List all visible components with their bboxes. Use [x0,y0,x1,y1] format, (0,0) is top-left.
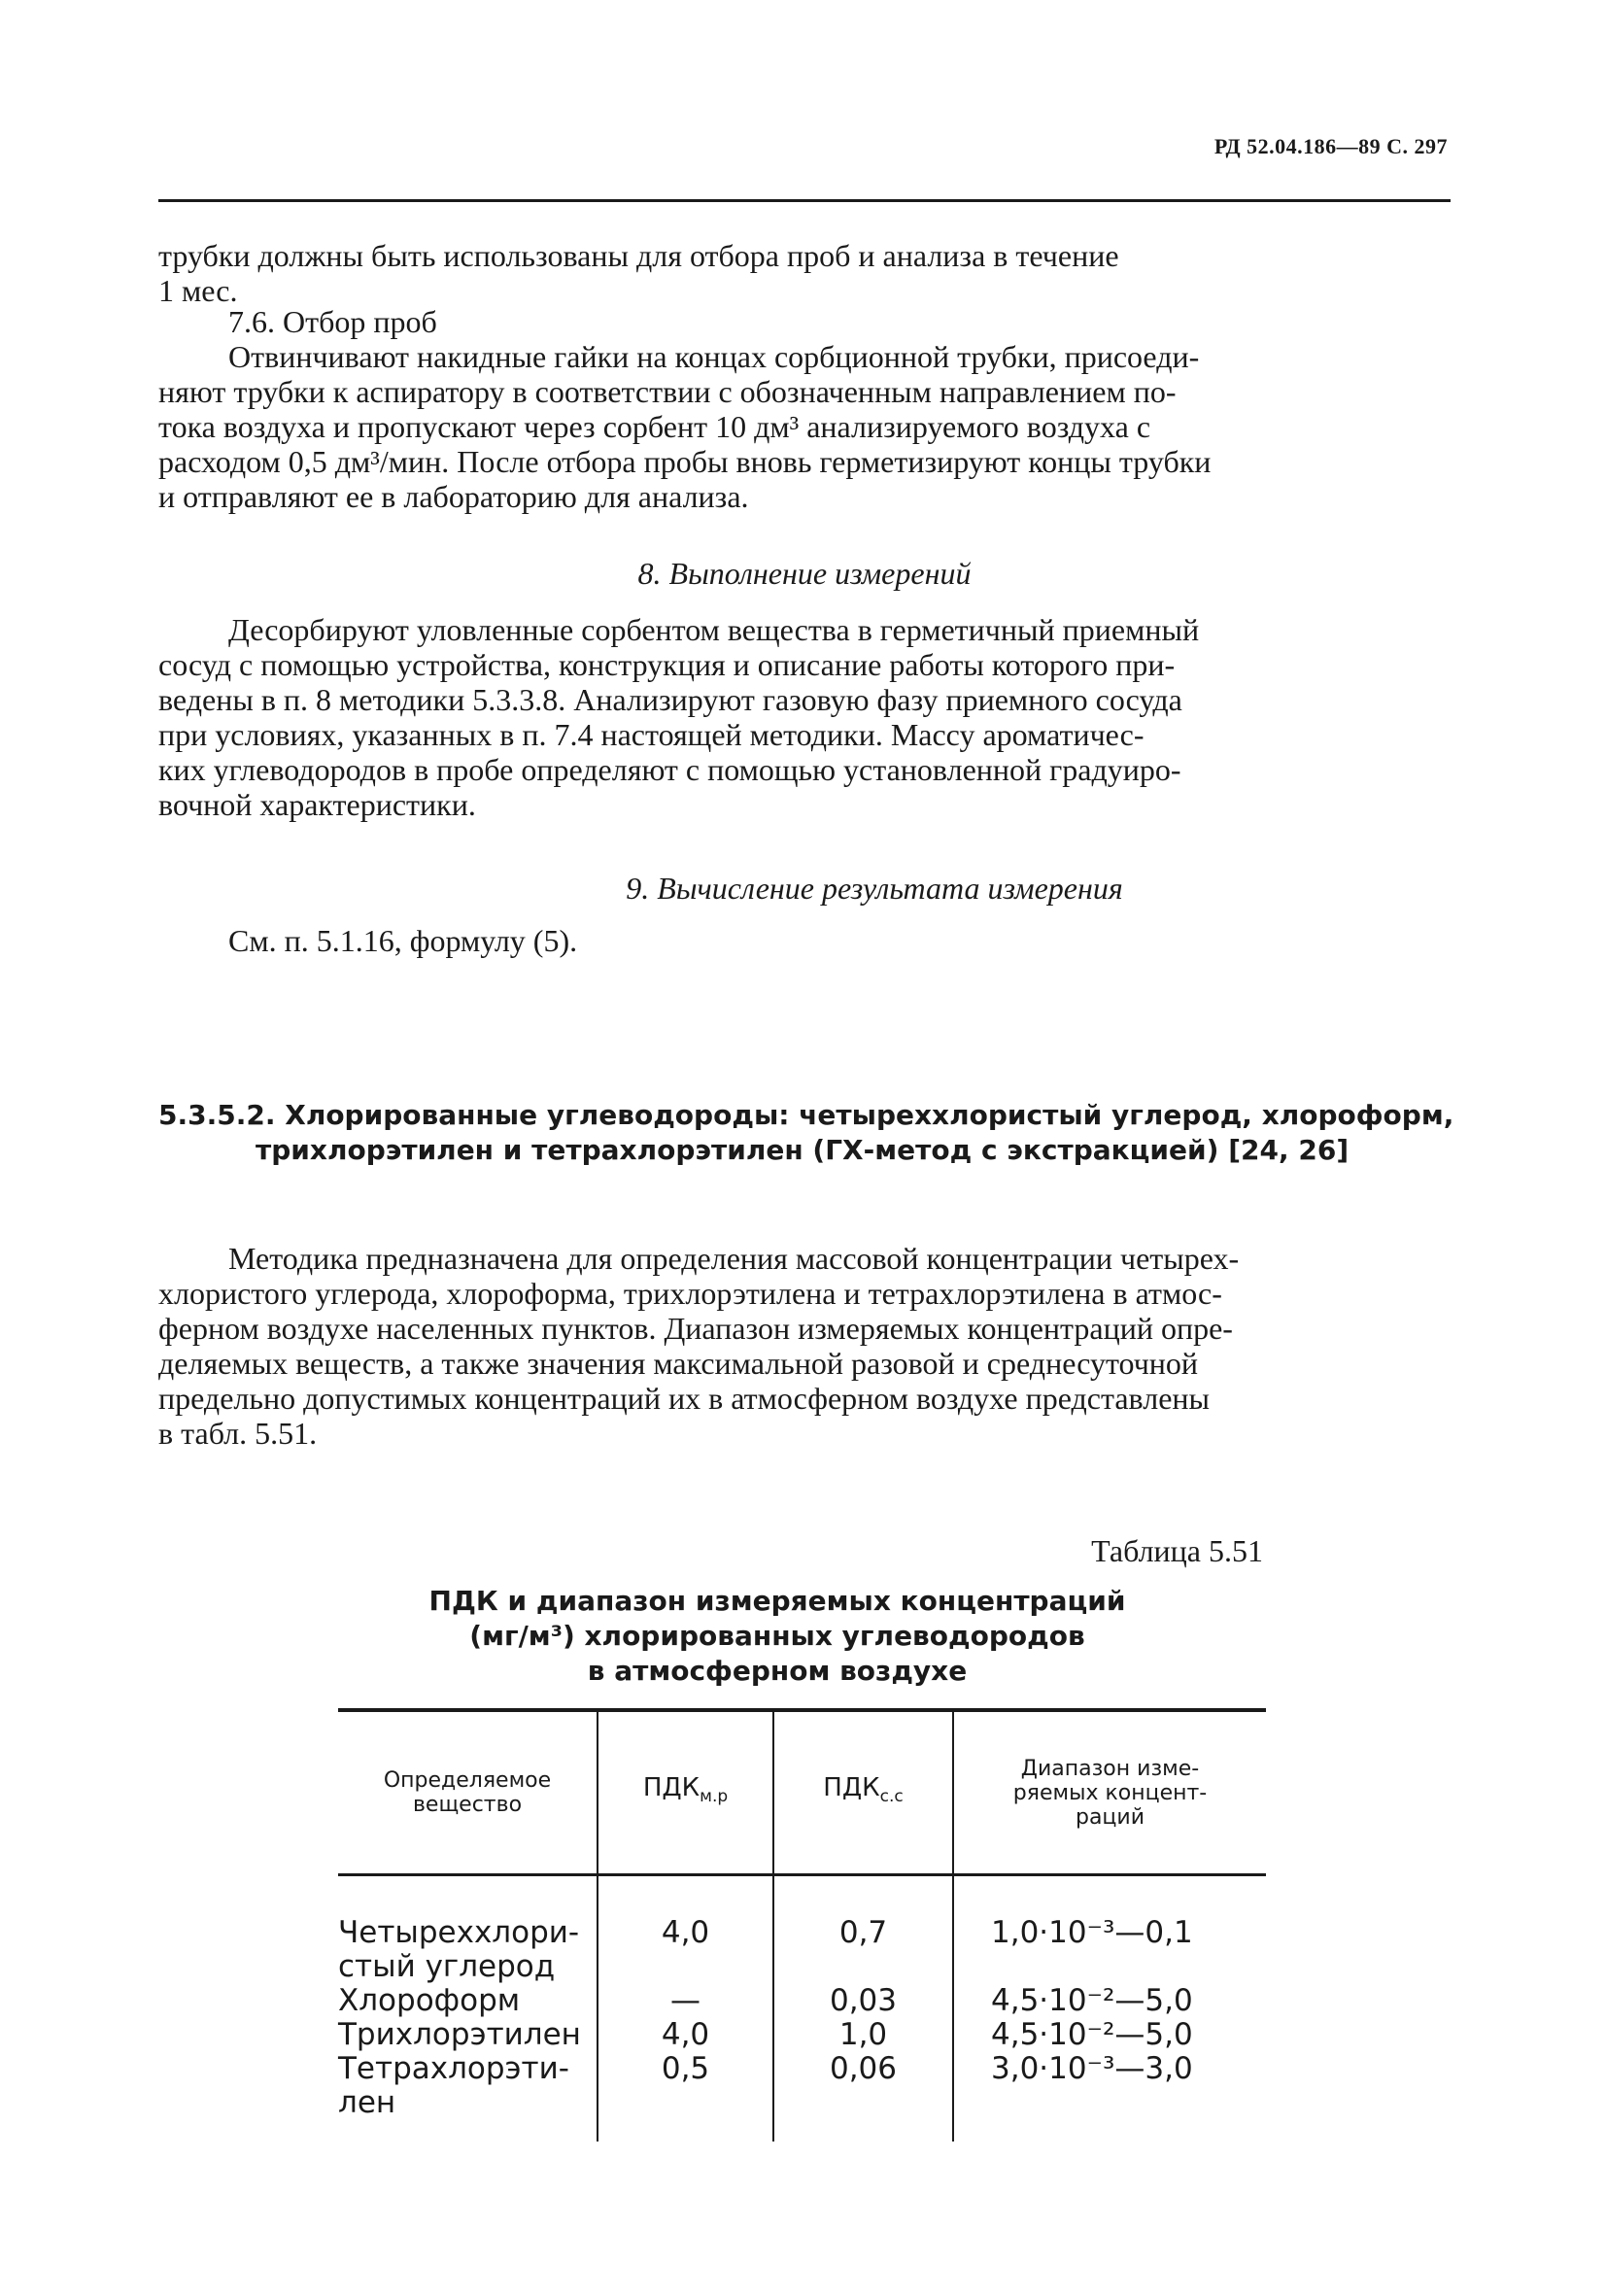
table-header-rule [338,1873,1266,1876]
header-pdk-mr [598,1773,772,1809]
cell-pdk-ss: 1,0 [838,2017,888,2052]
header-symbol: ПДК [823,1773,880,1802]
text-line: и отправляют ее в лабораторию для анализа. [158,479,749,514]
text-line: Методика предназначена для определения массовой концентрации четырех- [228,1241,1240,1276]
text-line: трубки должны быть использованы для отбора проб и анализа в течение [158,238,1119,273]
caption-line: (мг/м³) хлорированных углеводородов [469,1620,1085,1652]
table-row-name [338,2052,581,2120]
cell-pdk-mr: 4,0 [661,2017,710,2052]
cell-range: 4,5·10⁻²—5,0 [991,1983,1193,2018]
text-line: Отвинчивают накидные гайки на концах сорбционной трубки, присоеди- [228,339,1200,374]
cell-line: стый углерод [338,1949,556,1984]
cell-pdk-ss: 0,03 [829,1983,898,2018]
section-title: 7.6. Отбор проб [228,304,437,339]
header-line: раций [1075,1805,1145,1830]
cell-line: Четыреххлори- [338,1915,580,1950]
cell-pdk-ss: 0,7 [838,1915,888,1950]
cell-pdk-mr: 0,5 [661,2051,710,2086]
cell-line: Тетрахлорэти- [338,2051,569,2086]
text-line: См. п. 5.1.16, формулу (5). [228,923,578,958]
header-range [954,1757,1266,1830]
table-row-name [338,1984,581,2018]
text-line: вочной характеристики. [158,787,476,822]
text-line: няют трубки к аспиратору в соответствии с обозначенным направлением по- [158,374,1177,409]
header-subscript: с.с [879,1787,904,1807]
cell-range: 4,5·10⁻²—5,0 [991,2017,1193,2052]
header-pdk-ss [774,1773,952,1809]
cell-pdk-mr: 4,0 [661,1915,710,1950]
text-line: предельно допустимых концентраций их в атмосферном воздухе представлены [158,1381,1211,1416]
table-top-rule [338,1708,1266,1712]
cell-range: 3,0·10⁻³—3,0 [991,2051,1193,2086]
cell-pdk-mr: — [670,1983,700,2018]
top-rule [158,199,1451,202]
text-line: ферном воздухе населенных пунктов. Диапазон измеряемых концентраций опре- [158,1311,1233,1346]
cell-line: Хлороформ [338,1983,521,2018]
caption-line: ПДК и диапазон измеряемых концентраций [428,1585,1126,1617]
header-line: ряемых концент- [1012,1781,1208,1805]
text-line: в табл. 5.51. [158,1416,318,1451]
header-line: Диапазон изме- [1020,1757,1200,1781]
section-7-6-title [158,304,1451,339]
cell-pdk-ss: 0,06 [829,2051,898,2086]
table-row-name [338,1916,581,1984]
text-line: тока воздуха и пропускают через сорбент 10 дм³ анализируемого воздуха с [158,409,1151,444]
cell-range: 1,0·10⁻³—0,1 [991,1915,1193,1950]
subsection-heading-line: трихлорэтилен и тетрахлорэтилен (ГХ-метод с экстракцией) [24, 26] [256,1134,1350,1166]
running-head: РД 52.04.186—89 С. 297 [1213,134,1448,158]
subsection-heading [158,1098,1454,1168]
text-line: деляемых веществ, а также значения максимальной разовой и среднесуточной [158,1346,1199,1381]
section-8-heading: 8. Выполнение измерений [637,556,972,591]
header-subscript: м.р [700,1787,729,1807]
header-symbol: ПДК [642,1773,700,1802]
text-line: расходом 0,5 дм³/мин. После отбора пробы вновь герметизируют концы трубки [158,444,1212,479]
text-line: ких углеводородов в пробе определяют с помощью установленной градуиро- [158,752,1181,787]
intro-continuation [158,238,1451,308]
section-9-heading: 9. Вычисление результата измерения [626,871,1123,906]
table-caption [389,1584,1166,1689]
header-line: Определяемое [383,1768,552,1793]
table-row-name [338,2018,581,2052]
header-substance [338,1768,597,1817]
text-line: Десорбируют уловленные сорбентом вещества в герметичный приемный [228,612,1200,647]
caption-line: в атмосферном воздухе [587,1655,968,1687]
text-line: ведены в п. 8 методики 5.3.3.8. Анализируют газовую фазу приемного сосуда [158,682,1182,717]
text-line: 1 мес. [158,273,238,308]
text-line: хлористого углерода, хлороформа, трихлорэтилена и тетрахлорэтилена в атмос- [158,1276,1222,1311]
section-8-body [158,612,1451,822]
cell-line: Трихлорэтилен [338,2017,581,2052]
subsection-heading-line: 5.3.5.2. Хлорированные углеводороды: четыреххлористый углерод, хлороформ, [158,1099,1454,1131]
text-line: при условиях, указанных в п. 7.4 настоящей методики. Массу ароматичес- [158,717,1145,752]
table-number: Таблица 5.51 [1091,1533,1263,1568]
cell-line: лен [338,2085,396,2120]
subsection-body [158,1241,1451,1451]
section-7-6-body [158,339,1451,514]
header-line: вещество [412,1793,523,1817]
section-9-body [158,923,1451,958]
text-line: сосуд с помощью устройства, конструкция и описание работы которого при- [158,647,1176,682]
